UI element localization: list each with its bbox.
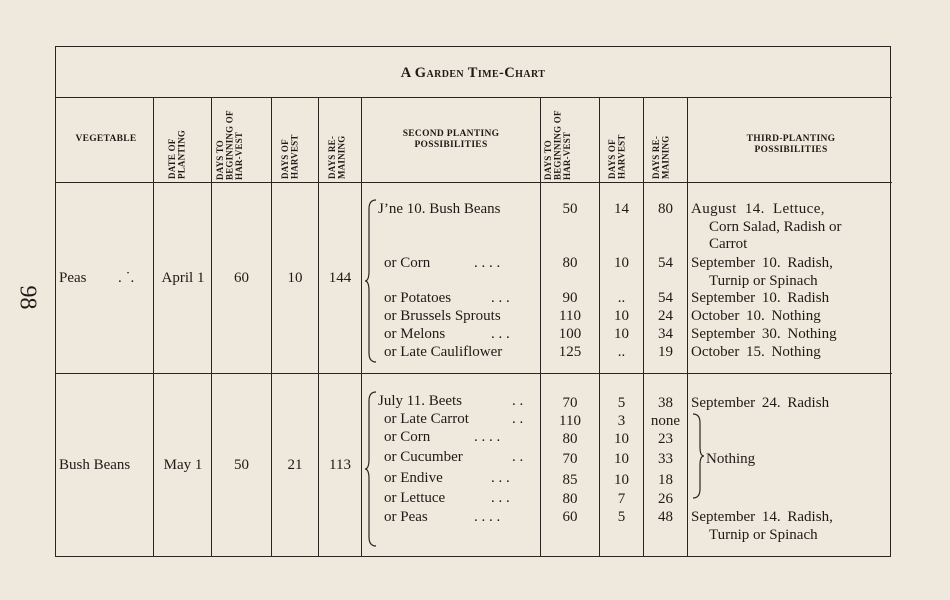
second-days-remaining: none	[650, 413, 681, 429]
leader-dots: . . . .	[474, 429, 501, 445]
planting-date: May 1	[163, 457, 203, 473]
second-days-remaining: 24	[658, 308, 673, 324]
second-crop: or Corn	[384, 255, 431, 271]
days-of-harvest: 10	[287, 270, 303, 286]
row-divider	[56, 373, 892, 374]
second-days-remaining: 80	[658, 201, 673, 217]
second-planting-bracket	[364, 199, 378, 363]
second-days-remaining: 19	[658, 344, 673, 360]
second-days-of-harvest: 14	[614, 201, 629, 217]
second-crop: or Cucumber	[384, 449, 463, 465]
leader-dots: . . .	[491, 470, 510, 486]
third-planting: September 30. Nothing	[691, 326, 837, 342]
second-days-of-harvest: 5	[617, 509, 626, 525]
days-remaining: 113	[329, 457, 351, 473]
second-crop: or Late Cauliflower	[384, 344, 503, 360]
second-days-to-harvest: 110	[559, 413, 581, 429]
leader-dots: . . . .	[474, 509, 501, 525]
second-days-of-harvest: ..	[617, 344, 626, 360]
second-crop: or Corn	[384, 429, 431, 445]
third-planting: September 24. Radish	[691, 395, 830, 411]
second-days-to-harvest: 80	[562, 491, 578, 507]
second-days-remaining: 18	[658, 472, 673, 488]
title-rule	[56, 97, 892, 98]
header-second-planting: SECOND PLANTING POSSIBILITIES	[402, 129, 500, 150]
third-planting: October 10. Nothing	[691, 308, 821, 324]
third-planting: September 14. Radish,	[691, 509, 833, 525]
second-days-remaining: 26	[658, 491, 673, 507]
second-days-remaining: 33	[658, 451, 673, 467]
second-days-of-harvest: 7	[617, 491, 626, 507]
garden-time-chart	[55, 46, 891, 557]
days-to-harvest: 50	[234, 457, 249, 473]
header-days-remaining: DAYS RE-MAINING	[327, 135, 347, 179]
leader-dots: . . .	[491, 326, 510, 342]
second-crop: or Peas	[384, 509, 428, 525]
second-days-to-harvest: 90	[562, 290, 578, 306]
leader-dots: . . .	[491, 490, 510, 506]
second-days-to-harvest: 100	[558, 326, 582, 342]
second-crop: or Potatoes	[384, 290, 452, 306]
second-days-to-harvest: 50	[562, 201, 578, 217]
third-planting: Turnip or Spinach	[709, 273, 818, 289]
days-remaining: 144	[328, 270, 352, 286]
second-days-of-harvest: ..	[617, 290, 626, 306]
col-divider	[318, 97, 319, 556]
leader-dots: . .	[512, 393, 524, 409]
leader-dots: . . . .	[474, 255, 501, 271]
second-crop: July 11. Beets	[378, 393, 463, 409]
second-days-to-harvest: 125	[558, 344, 582, 360]
page-number: 98	[14, 285, 41, 310]
col-divider	[361, 97, 362, 556]
days-of-harvest: 21	[287, 457, 303, 473]
col-divider	[687, 97, 688, 556]
vegetable-name: Bush Beans	[59, 457, 131, 473]
second-days-to-harvest: 110	[559, 308, 581, 324]
header-days-of-harvest-2: DAYS OF HARVEST	[607, 134, 627, 179]
second-days-of-harvest: 10	[614, 451, 629, 467]
col-divider	[211, 97, 212, 556]
second-days-remaining: 38	[658, 395, 673, 411]
third-planting: Nothing	[706, 451, 756, 467]
second-days-remaining: 54	[658, 255, 673, 271]
second-days-remaining: 23	[658, 431, 673, 447]
third-planting: September 10. Radish,	[691, 255, 833, 271]
second-days-of-harvest: 5	[617, 395, 626, 411]
second-days-remaining: 34	[658, 326, 673, 342]
second-days-of-harvest: 10	[614, 431, 629, 447]
second-days-of-harvest: 10	[614, 472, 629, 488]
second-days-of-harvest: 10	[614, 308, 629, 324]
second-crop: or Late Carrot	[384, 411, 469, 427]
planting-date: April 1	[161, 270, 205, 286]
second-days-to-harvest: 85	[562, 472, 578, 488]
second-crop: J’ne 10. Bush Beans	[378, 201, 501, 217]
third-planting: October 15. Nothing	[691, 344, 821, 360]
col-divider	[271, 97, 272, 556]
third-planting: Corn Salad, Radish or	[709, 219, 842, 235]
third-planting: September 10. Radish	[691, 290, 830, 306]
header-days-to-harvest-2: DAYS TO BEGINNING OF HAR-VEST	[543, 110, 572, 180]
leader-dots: . .	[512, 411, 524, 427]
second-days-remaining: 48	[658, 509, 673, 525]
second-days-to-harvest: 70	[562, 395, 578, 411]
second-planting-bracket	[364, 391, 378, 547]
second-crop: or Brussels Sprouts	[384, 308, 501, 324]
second-days-remaining: 54	[658, 290, 673, 306]
vegetable-dots: . ˙.	[118, 270, 135, 286]
header-rule	[56, 182, 892, 183]
col-divider	[153, 97, 154, 556]
nothing-bracket	[692, 413, 706, 499]
chart-title: A Garden Time-Chart	[400, 65, 546, 81]
second-crop: or Melons	[384, 326, 446, 342]
header-days-remaining-2: DAYS RE-MAINING	[651, 135, 671, 179]
third-planting: August 14. Lettuce,	[691, 201, 825, 217]
second-days-to-harvest: 70	[562, 451, 578, 467]
second-days-of-harvest: 10	[614, 326, 629, 342]
header-third-planting: THIRD-PLANTING POSSIBILITIES	[746, 134, 836, 155]
leader-dots: . . .	[491, 290, 510, 306]
header-days-to-harvest: DAYS TO BEGINNING OF HAR-VEST	[215, 110, 244, 180]
header-date-of-planting: DATE OF PLANTING	[167, 129, 187, 179]
third-planting: Turnip or Spinach	[709, 527, 818, 543]
second-days-to-harvest: 80	[562, 431, 578, 447]
leader-dots: . .	[512, 449, 524, 465]
second-crop: or Endive	[384, 470, 443, 486]
header-vegetable: VEGETABLE	[75, 134, 137, 144]
second-days-of-harvest: 3	[617, 413, 626, 429]
second-days-of-harvest: 10	[614, 255, 629, 271]
third-planting: Carrot	[709, 236, 748, 252]
vegetable-name: Peas	[59, 270, 87, 286]
second-days-to-harvest: 80	[562, 255, 578, 271]
days-to-harvest: 60	[234, 270, 249, 286]
second-crop: or Lettuce	[384, 490, 446, 506]
second-days-to-harvest: 60	[562, 509, 578, 525]
header-days-of-harvest: DAYS OF HARVEST	[280, 134, 300, 179]
